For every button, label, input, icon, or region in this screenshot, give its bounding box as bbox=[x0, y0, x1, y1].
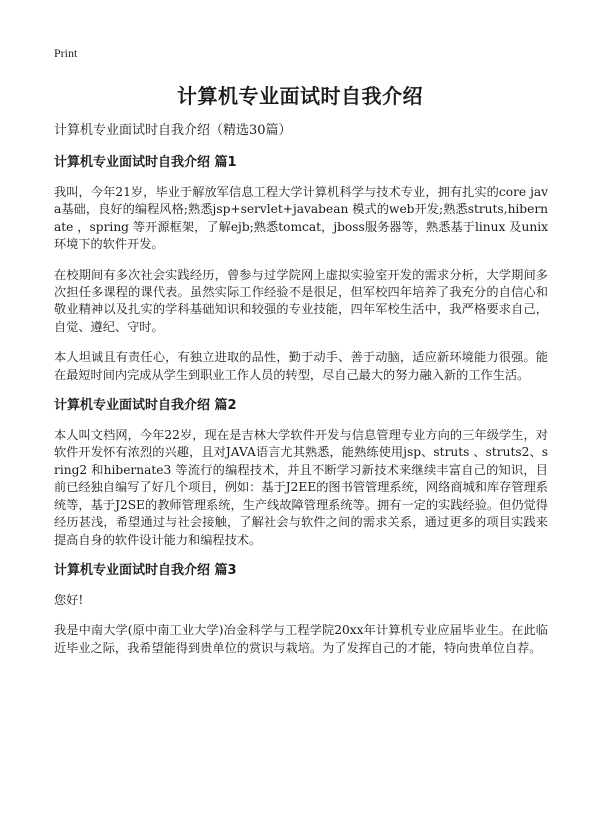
greeting: 您好! bbox=[54, 592, 84, 607]
paragraph: 在校期间有多次社会实践经历，曾参与过学院网上虚拟实验室开发的需求分析，大学期间多次担任多课程的课代表。虽然实际工作经验不是很足，但军校四年培养了我充分的自信心和敬业精神以及扎实的学科基础知识和较强的专业技能，四年军校生活中，我严格要求自己，自觉、遵纪、守时。 bbox=[54, 267, 548, 334]
print-link[interactable]: Print bbox=[54, 46, 78, 60]
section-3 bbox=[54, 562, 548, 657]
paragraph: 我是中南大学(原中南工业大学)冶金科学与工程学院20xx年计算机专业应届毕业生。在此临近毕业之际，我希望能得到贵单位的赏识与栽培。为了发挥自己的才能，特向贵单位自荐。 bbox=[54, 623, 548, 655]
section-2 bbox=[54, 397, 548, 549]
section-heading: 计算机专业面试时自我介绍 篇1 bbox=[54, 155, 237, 170]
page-title: 计算机专业面试时自我介绍 bbox=[177, 84, 423, 108]
section-1 bbox=[54, 154, 548, 384]
section-heading: 计算机专业面试时自我介绍 篇3 bbox=[54, 562, 237, 578]
document-body bbox=[54, 122, 548, 670]
document-subtitle: 计算机专业面试时自我介绍（精选30篇） bbox=[54, 123, 292, 138]
paragraph: 本人坦诚且有责任心，有独立进取的品性，勤于动手、善于动脑，适应新环境能力很强。能在最短时间内完成从学生到职业工作人员的转型，尽自己最大的努力融入新的工作生活。 bbox=[54, 350, 548, 382]
section-heading: 计算机专业面试时自我介绍 篇2 bbox=[54, 398, 237, 414]
paragraph: 本人叫文档网，今年22岁，现在是吉林大学软件开发与信息管理专业方向的三年级学生，对软件开发怀有浓烈的兴趣，且对JAVA语言尤其熟悉，能熟练使用jsp、struts 、struts2、sring2 和hibernate3 等流行的编程技术，并且不断学习新技术来继续丰富自己的知识，目前已经独自编写了好几个项目，例如：基于J2EE的图书管管理系统，网络商城和库存管理系统等，基于J2SE的教师管理系统，生产线故障管理系统等。拥有一定的实践经验。但仍觉得经历甚浅，希望通过与社会接触，了解社会与软件之间的需求关系，通过更多的项目实践来提高自身的软件设计能力和编程技术。 bbox=[54, 428, 548, 547]
paragraph: 我叫，今年21岁，毕业于解放军信息工程大学计算机科学与技术专业，拥有扎实的core java基础，良好的编程风格;熟悉jsp+servlet+javabean 模式的web开发;熟悉struts,hibernate ，spring 等开源框架，了解ejb;熟悉tomcat，jboss服务器等，熟悉基于linux 及unix 环境下的软件开发。 bbox=[54, 185, 548, 252]
